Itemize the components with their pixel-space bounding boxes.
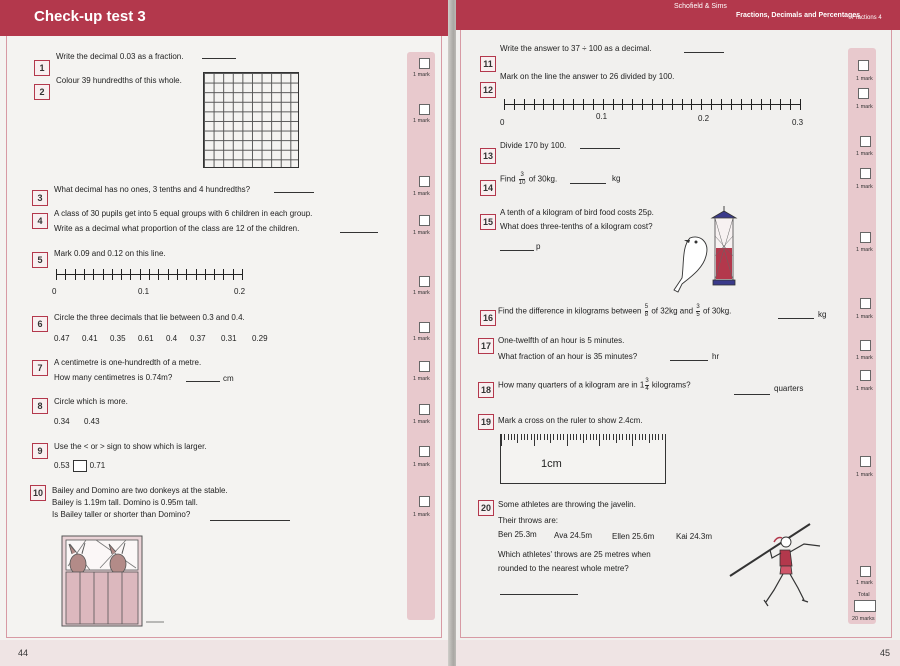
mark-checkbox[interactable] [860,566,871,577]
question-text: Mark on the line the answer to 26 divided by 100. [500,72,675,81]
mark-checkbox[interactable] [860,232,871,243]
number-line-tick [177,269,178,280]
question-number: 16 [480,310,496,326]
question-text [498,378,691,393]
question-text-line2: Bailey is 1.19m tall. Domino is 0.95m tall. [52,498,198,507]
number-line-tick [75,269,76,280]
question-number: 20 [478,500,494,516]
question-text-line2: What fraction of an hour is 35 minutes? [498,352,638,361]
decimal-option[interactable]: 0.4 [166,334,178,343]
number-line-tick [741,99,742,110]
number-line-label: 0.2 [698,114,710,123]
header-band [456,0,900,30]
number-line-tick [196,269,197,280]
decimal-option[interactable]: 0.35 [110,334,126,343]
number-line-tick [56,269,57,280]
question-text [500,172,557,187]
question-text-pre: Find the difference in kilograms between [498,306,642,316]
ruler-tick [658,434,659,440]
page-title: Check-up test 3 [34,8,146,25]
ruler-tick [665,434,666,446]
question-text-line1: One-twelfth of an hour is 5 minutes. [498,336,625,345]
number-line-label: 0.3 [792,118,804,127]
mark-checkbox[interactable] [419,215,430,226]
mark-strip-right [848,48,876,624]
ruler-tick [573,434,574,440]
number-line-tick [242,269,243,280]
question-text-line1: A centimetre is one-hundredth of a metre. [54,358,202,367]
number-line-label: 0.1 [138,287,150,296]
question-text: Write the decimal 0.03 as a fraction. [56,52,184,61]
mark-label: 1 mark [413,512,430,518]
number-line-tick [721,99,722,110]
ruler-tick [504,434,505,440]
unit-label: cm [223,374,234,383]
answer-line[interactable] [670,360,708,361]
mark-checkbox[interactable] [858,88,869,99]
question-text-line1: A tenth of a kilogram of bird food costs 25p. [500,208,654,217]
number-line-tick [751,99,752,110]
number-line-tick [543,99,544,110]
question-number: 15 [480,214,496,230]
option-a[interactable]: 0.34 [54,417,70,426]
question-text-post: of 30kg. [528,174,558,184]
ruler-tick [550,434,551,443]
unit-label: kg [818,310,827,319]
decimal-option[interactable]: 0.61 [138,334,154,343]
number-line-tick [790,99,791,110]
ruler-tick [649,434,650,443]
question-number: 6 [32,316,48,332]
number-line-tick [140,269,141,280]
answer-line[interactable] [500,594,578,595]
number-line-tick [583,99,584,110]
ruler-tick [622,434,623,440]
number-line-label: 0 [500,118,505,127]
question-text-pre: Find [500,174,516,184]
ruler-tick [583,434,584,443]
book-title: Fractions, Decimals and Percentages [736,12,861,19]
ruler-tick [501,434,502,446]
number-line-tick [780,99,781,110]
javelin-athlete-illustration [728,520,832,612]
mark-label: 1 mark [856,247,873,253]
ruler-tick [540,434,541,440]
question-number: 17 [478,338,494,354]
number-line-tick [233,269,234,280]
ruler-tick [639,434,640,440]
question-text: Divide 170 by 100. [500,141,567,150]
decimal-option[interactable]: 0.31 [221,334,237,343]
mark-checkbox[interactable] [419,322,430,333]
ruler-tick [567,434,568,446]
question-text-pre: How many quarters of a kilogram are in [498,380,638,390]
ruler-tick [642,434,643,440]
mark-checkbox[interactable] [419,404,430,415]
ruler-tick [527,434,528,440]
number-line-tick [553,99,554,110]
question-text-line1: Some athletes are throwing the javelin. [498,500,636,509]
number-line-tick [563,99,564,110]
question-text: Circle the three decimals that lie between 0.3 and 0.4. [54,313,245,322]
fraction-numerator: 3 [696,304,700,310]
ruler-q19[interactable] [500,434,666,484]
number-line-label: 0 [52,287,57,296]
question-number: 12 [480,82,496,98]
question-number: 18 [478,382,494,398]
question-text: Use the < or > sign to show which is larger. [54,442,207,451]
mark-checkbox[interactable] [858,60,869,71]
number-line-tick [130,269,131,280]
number-line-tick [622,99,623,110]
answer-line[interactable] [210,520,290,521]
ruler-tick [652,434,653,440]
ruler-tick [576,434,577,440]
number-line-tick [701,99,702,110]
mark-label: 1 mark [856,386,873,392]
ruler-tick [645,434,646,440]
mark-checkbox[interactable] [860,370,871,381]
total-marks-label: 20 marks [852,616,875,622]
mark-label: 1 mark [856,76,873,82]
question-text-line1: Bailey and Domino are two donkeys at the stable. [52,486,228,495]
answer-line[interactable] [580,148,620,149]
question-number: 7 [32,360,48,376]
ruler-tick [609,434,610,440]
donkeys-stable-illustration [56,530,166,630]
number-line-tick [65,269,66,280]
ruler-tick [524,434,525,440]
number-line-tick [711,99,712,110]
number-line-tick [761,99,762,110]
number-line-tick [662,99,663,110]
number-line-tick [672,99,673,110]
ruler-tick [531,434,532,440]
mark-label: 1 mark [856,314,873,320]
decimal-option[interactable]: 0.41 [82,334,98,343]
number-line-tick [534,99,535,110]
question-text: Circle which is more. [54,397,128,406]
ruler-tick [521,434,522,440]
number-line-tick [800,99,801,110]
answer-line[interactable] [500,250,534,251]
ruler-tick [590,434,591,440]
mark-checkbox[interactable] [419,361,430,372]
total-score-box[interactable] [854,600,876,612]
number-line-tick [103,269,104,280]
mark-label: 1 mark [413,290,430,296]
number-line-tick [603,99,604,110]
ruler-tick [616,434,617,443]
number-line-q12[interactable] [504,98,800,112]
question-number: 1 [34,60,50,76]
ruler-tick [655,434,656,440]
throw-value: Ben 25.3m [498,530,537,539]
page-number-right: 45 [879,648,890,658]
mark-label: 1 mark [413,191,430,197]
ruler-tick [613,434,614,440]
fraction [519,172,526,187]
mark-checkbox[interactable] [419,176,430,187]
number-line-tick [205,269,206,280]
question-text: Mark a cross on the ruler to show 2.4cm. [498,416,643,425]
fraction-numerator: 5 [644,304,649,310]
number-line-tick [186,269,187,280]
question-text-line2: What does three-tenths of a kilogram cost? [500,222,653,231]
ruler-tick [544,434,545,440]
mark-label: 1 mark [856,151,873,157]
number-line-tick [84,269,85,280]
fraction-denominator: 10 [518,180,526,186]
ruler-tick [514,434,515,440]
question-text-line1: A class of 30 pupils get into 5 equal groups with 6 children in each group. [54,209,313,218]
mark-checkbox[interactable] [860,298,871,309]
number-line-tick [770,99,771,110]
value-a: 0.53 [54,461,70,471]
question-number: 14 [480,180,496,196]
ruler-tick [537,434,538,440]
mark-label: 1 mark [856,104,873,110]
mark-checkbox[interactable] [419,496,430,507]
number-line-tick [593,99,594,110]
number-line-tick [168,269,169,280]
ruler-tick [586,434,587,440]
number-line-tick [731,99,732,110]
sign-answer-box[interactable] [73,460,87,472]
number-line-q5[interactable] [56,268,244,282]
ruler-tick [606,434,607,440]
ruler-tick [603,434,604,440]
ruler-tick [517,434,518,443]
number-line-tick [613,99,614,110]
mark-label: 1 mark [413,230,430,236]
ruler-tick [508,434,509,440]
ruler-tick [547,434,548,440]
mark-label: 1 mark [856,580,873,586]
number-line-tick [504,99,505,110]
answer-line[interactable] [734,394,770,395]
ruler-tick [662,434,663,440]
mark-label: 1 mark [856,184,873,190]
unit-label: kg [612,174,621,183]
mark-checkbox[interactable] [419,58,430,69]
question-text-line2: Their throws are: [498,516,559,525]
throw-value: Ellen 25.6m [612,532,655,541]
ruler-tick [619,434,620,440]
number-line-tick [652,99,653,110]
question-text: Colour 39 hundredths of this whole. [56,76,182,85]
answer-line[interactable] [202,58,236,59]
ruler-tick [580,434,581,440]
mark-label: 1 mark [856,355,873,361]
ruler-tick [570,434,571,440]
answer-line[interactable] [340,232,378,233]
question-text-line3: Which athletes' throws are 25 metres when [498,550,651,559]
page-number-left: 44 [18,648,29,658]
question-number: 11 [480,56,496,72]
number-line-tick [158,269,159,280]
mark-checkbox[interactable] [860,340,871,351]
question-text-line4: rounded to the nearest whole metre? [498,564,629,573]
question-text-line2: How many centimetres is 0.74m? [54,373,173,382]
unit-label: hr [712,352,720,361]
number-line-tick [223,269,224,280]
ruler-tick [632,434,633,446]
ruler-tick [553,434,554,440]
question-text: What decimal has no ones, 3 tenths and 4 hundredths? [54,185,251,194]
question-text [498,304,731,319]
question-number: 5 [32,252,48,268]
question-text-line3: Is Bailey taller or shorter than Domino? [52,510,191,519]
right-page [456,0,900,666]
number-line-tick [632,99,633,110]
question-text-post: kilograms? [651,380,691,390]
right-footer [456,640,900,666]
ruler-tick [563,434,564,440]
option-b[interactable]: 0.43 [84,417,100,426]
mark-label: 1 mark [413,376,430,382]
question-number: 3 [32,190,48,206]
ruler-tick [599,434,600,446]
number-line-tick [524,99,525,110]
number-line-tick [573,99,574,110]
mark-label: 1 mark [413,419,430,425]
question-number: 13 [480,148,496,164]
bird-feeder-illustration [670,206,754,298]
fraction-numerator: 3 [645,378,649,384]
question-number: 9 [32,443,48,459]
hundred-square-grid[interactable] [203,72,299,168]
question-number: 19 [478,414,494,430]
fraction [645,304,648,319]
mark-checkbox[interactable] [419,104,430,115]
number-line-tick [682,99,683,110]
number-line-tick [514,99,515,110]
total-label: Total [858,592,870,598]
mark-label: 1 mark [413,118,430,124]
question-number: 10 [30,485,46,501]
question-text-line2: Write as a decimal what proportion of the class are 12 of the children. [54,224,300,233]
mark-checkbox[interactable] [860,168,871,179]
book-short-title: Fractions 4 [852,15,882,21]
mark-label: 1 mark [413,462,430,468]
unit-label: quarters [774,384,804,393]
answer-line[interactable] [186,381,220,382]
ruler-tick [511,434,512,440]
fraction [645,378,648,393]
number-line-label: 0.2 [234,287,246,296]
fraction [696,304,699,319]
number-line-tick [93,269,94,280]
comparison-row [54,460,105,472]
number-line-tick [121,269,122,280]
ruler-tick [635,434,636,440]
answer-line[interactable] [778,318,814,319]
fraction-numerator: 3 [520,172,524,178]
number-line-tick [691,99,692,110]
question-number: 2 [34,84,50,100]
ruler-tick [557,434,558,440]
number-line-tick [214,269,215,280]
ruler-tick [534,434,535,446]
answer-line[interactable] [274,192,314,193]
mark-label: 1 mark [413,336,430,342]
mark-label: 1 mark [413,72,430,78]
ruler-tick [626,434,627,440]
ruler-tick [596,434,597,440]
question-number: 4 [32,213,48,229]
mark-checkbox[interactable] [419,446,430,457]
mark-checkbox[interactable] [860,136,871,147]
decimal-option[interactable]: 0.29 [252,334,268,343]
decimal-option[interactable]: 0.37 [190,334,206,343]
value-b: 0.71 [89,461,106,471]
ruler-tick [593,434,594,440]
fraction-denominator: 8 [644,312,649,318]
mark-checkbox[interactable] [860,456,871,467]
number-line-label: 0.1 [596,112,608,121]
unit-label: p [536,242,541,251]
throw-value: Kai 24.3m [676,532,713,541]
ruler-label: 1cm [541,458,562,470]
mark-label: 1 mark [856,472,873,478]
left-footer [0,640,452,666]
question-number: 8 [32,398,48,414]
mark-checkbox[interactable] [419,276,430,287]
ruler-tick [629,434,630,440]
decimal-option[interactable]: 0.47 [54,334,70,343]
publisher-name: Schofield & Sims [674,3,727,10]
question-text-mid: of 32kg and [651,306,694,316]
mixed-number-whole: 1 [639,380,645,390]
question-text-post: of 30kg. [702,306,732,316]
number-line-tick [149,269,150,280]
fraction-denominator: 4 [645,386,649,392]
title-band [0,0,452,36]
number-line-tick [642,99,643,110]
fraction-denominator: 5 [696,312,700,318]
answer-line[interactable] [570,183,606,184]
ruler-tick [560,434,561,440]
question-text: Write the answer to 37 ÷ 100 as a decimal. [500,44,652,53]
answer-line[interactable] [684,52,724,53]
throw-value: Ava 24.5m [554,531,593,540]
question-text: Mark 0.09 and 0.12 on this line. [54,249,166,258]
number-line-tick [112,269,113,280]
